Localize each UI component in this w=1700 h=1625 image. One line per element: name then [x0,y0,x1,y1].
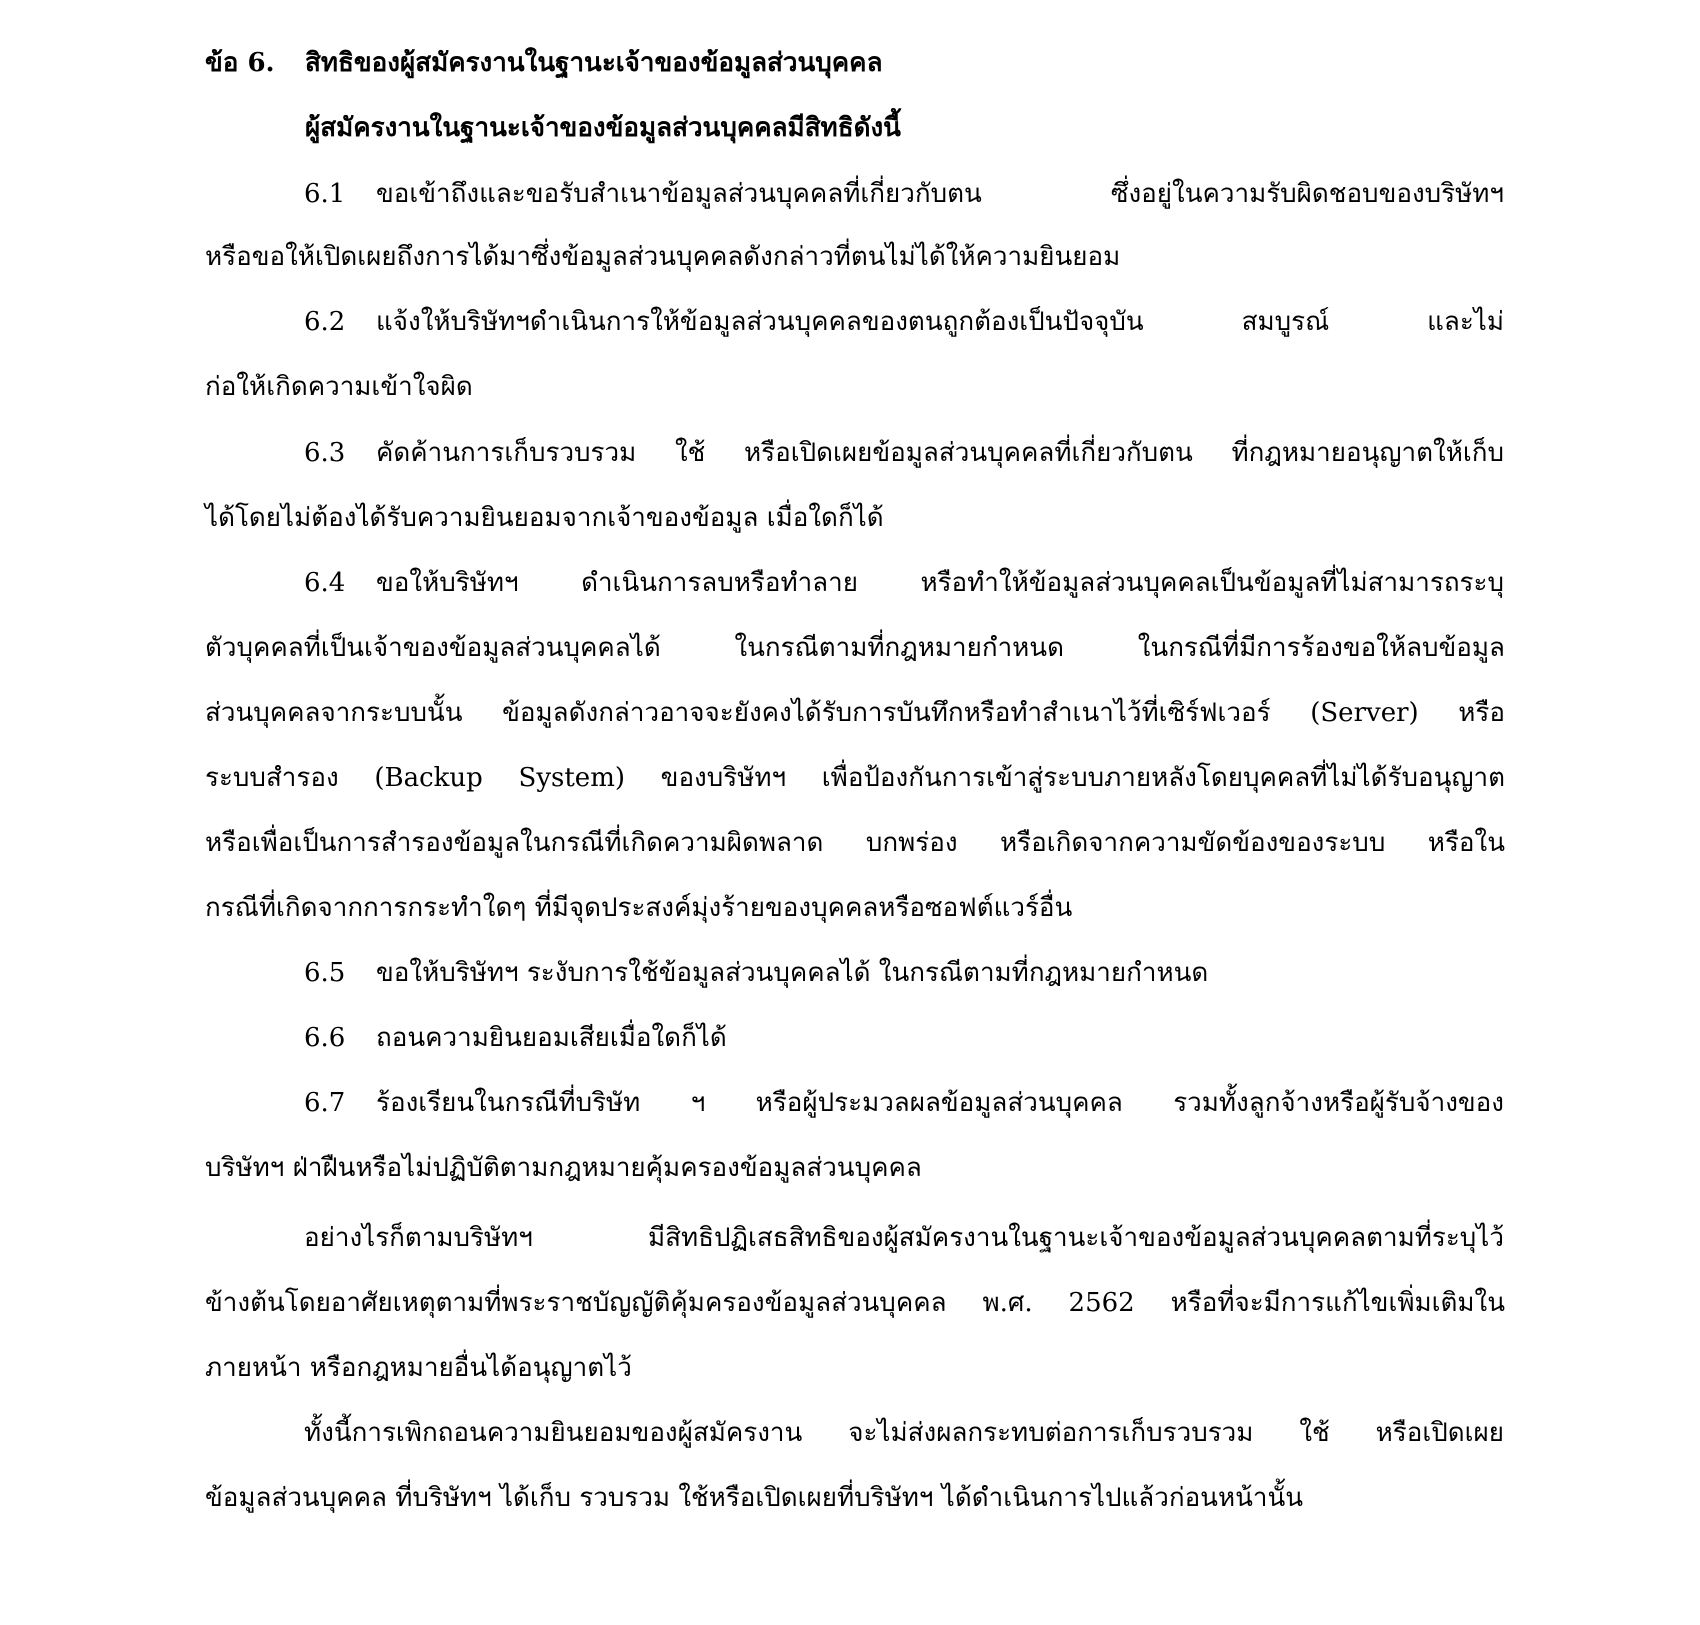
item-continuation: หรือเพื่อเป็นการสำรองข้อมูลในกรณีที่เกิดความผิดพลาด บกพร่อง หรือเกิดจากความขัดข้องของระบบ หรือใน [205,828,1505,858]
paragraph-continuation: ข้อมูลส่วนบุคคล ที่บริษัทฯ ได้เก็บ รวบรวม ใช้หรือเปิดเผยที่บริษัทฯ ได้ดำเนินการไปแล้วก่อนหน้านั้น [205,1483,1304,1513]
list-item-6-3 [304,436,1504,470]
item-number: 6.4 [304,568,346,598]
item-number: 6.6 [304,1023,346,1053]
item-number: 6.1 [304,179,346,209]
item-number: 6.3 [304,438,346,468]
list-item-6-1 [304,177,1504,211]
item-continuation: ก่อให้เกิดความเข้าใจผิด [205,372,473,402]
item-number: 6.7 [304,1088,346,1118]
list-item-6-6 [304,1021,1604,1055]
item-continuation: บริษัทฯ ฝ่าฝืนหรือไม่ปฏิบัติตามกฎหมายคุ้มครองข้อมูลส่วนบุคคล [205,1153,922,1183]
item-number: 6.2 [304,307,346,337]
list-item-6-7 [304,1086,1504,1120]
item-text: ขอเข้าถึงและขอรับสำเนาข้อมูลส่วนบุคคลที่เกี่ยวกับตน ซึ่งอยู่ในความรับผิดชอบของบริษัทฯ [376,179,1504,209]
item-continuation: ระบบสำรอง (Backup System) ของบริษัทฯ เพื่อป้องกันการเข้าสู่ระบบภายหลังโดยบุคคลที่ไม่ได้รับอนุญาต [205,763,1505,793]
section-title: สิทธิของผู้สมัครงานในฐานะเจ้าของข้อมูลส่วนบุคคล [305,48,883,78]
list-item-6-5 [304,956,1604,990]
item-text: ขอให้บริษัทฯ ระงับการใช้ข้อมูลส่วนบุคคลได้ ในกรณีตามที่กฎหมายกำหนด [376,958,1209,988]
list-item-6-2 [304,305,1504,339]
paragraph-withdrawal: ทั้งนี้การเพิกถอนความยินยอมของผู้สมัครงาน จะไม่ส่งผลกระทบต่อการเก็บรวบรวม ใช้ หรือเปิดเผย [304,1418,1504,1448]
paragraph-continuation: ภายหน้า หรือกฎหมายอื่นได้อนุญาตไว้ [205,1353,632,1383]
item-text: ขอให้บริษัทฯ ดำเนินการลบหรือทำลาย หรือทำให้ข้อมูลส่วนบุคคลเป็นข้อมูลที่ไม่สามารถระบุ [376,568,1504,598]
item-continuation: ส่วนบุคคลจากระบบนั้น ข้อมูลดังกล่าวอาจจะยังคงได้รับการบันทึกหรือทำสำเนาไว้ที่เซิร์ฟเวอร์ (Server) หรือ [205,698,1505,728]
item-number: 6.5 [304,958,346,988]
item-text: ร้องเรียนในกรณีที่บริษัท ฯ หรือผู้ประมวลผลข้อมูลส่วนบุคคล รวมทั้งลูกจ้างหรือผู้รับจ้างของ [376,1088,1504,1118]
item-continuation: ได้โดยไม่ต้องได้รับความยินยอมจากเจ้าของข้อมูล เมื่อใดก็ได้ [205,503,884,533]
paragraph-exception: อย่างไรก็ตามบริษัทฯ มีสิทธิปฏิเสธสิทธิของผู้สมัครงานในฐานะเจ้าของข้อมูลส่วนบุคคลตามที่ระบุไว้ [304,1223,1504,1253]
item-text: คัดค้านการเก็บรวบรวม ใช้ หรือเปิดเผยข้อมูลส่วนบุคคลที่เกี่ยวกับตน ที่กฎหมายอนุญาตให้เก็บ [376,438,1504,468]
section-number: ข้อ 6. [205,48,275,78]
item-continuation: กรณีที่เกิดจากการกระทำใดๆ ที่มีจุดประสงค์มุ่งร้ายของบุคคลหรือซอฟต์แวร์อื่น [205,893,1073,923]
section-heading [205,46,1505,80]
item-text: แจ้งให้บริษัทฯดำเนินการให้ข้อมูลส่วนบุคคลของตนถูกต้องเป็นปัจจุบัน สมบูรณ์ และไม่ [376,307,1504,337]
item-text: ถอนความยินยอมเสียเมื่อใดก็ได้ [376,1023,727,1053]
item-continuation: ตัวบุคคลที่เป็นเจ้าของข้อมูลส่วนบุคคลได้ ในกรณีตามที่กฎหมายกำหนด ในกรณีที่มีการร้องขอให้ลบข้อมูล [205,633,1505,663]
list-item-6-4 [304,566,1504,600]
item-continuation: หรือขอให้เปิดเผยถึงการได้มาซึ่งข้อมูลส่วนบุคคลดังกล่าวที่ตนไม่ได้ให้ความยินยอม [205,242,1121,272]
section-subtitle: ผู้สมัครงานในฐานะเจ้าของข้อมูลส่วนบุคคลมีสิทธิดังนี้ [305,113,901,143]
paragraph-continuation: ข้างต้นโดยอาศัยเหตุตามที่พระราชบัญญัติคุ้มครองข้อมูลส่วนบุคคล พ.ศ. 2562 หรือที่จะมีการแก้ไขเพิ่มเติมใน [205,1288,1505,1318]
